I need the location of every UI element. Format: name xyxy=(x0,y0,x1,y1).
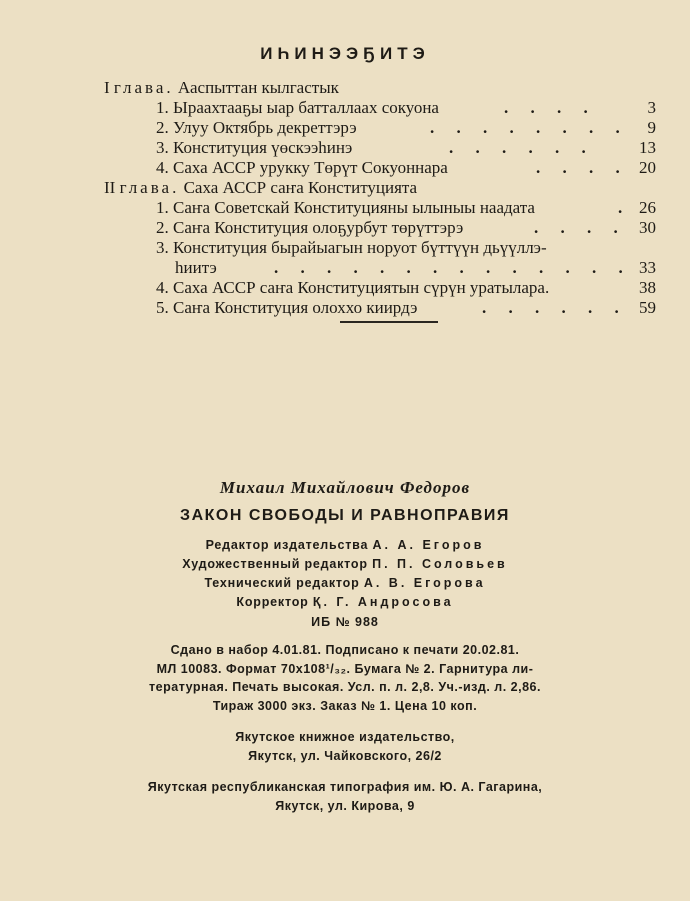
entry-number: 5. xyxy=(156,298,169,317)
entry-title: Ыраахтааҕы ыар батталлаах сокуона xyxy=(173,98,439,117)
credit-line xyxy=(0,593,690,612)
entry-page: 59 xyxy=(639,298,656,317)
credit-name: А. А. Егоров xyxy=(372,538,485,552)
toc-title: ИҺИНЭЭҔИТЭ xyxy=(260,44,430,63)
author-name: Михаил Михайлович Федоров xyxy=(219,478,471,497)
entry-title: Саҥа Конституция олоҕурбут төрүттэрэ xyxy=(173,218,464,237)
address-line: Якутская республиканская типография им. Ю. А. Гагарина, xyxy=(147,780,543,794)
book-title: ЗАКОН СВОБОДЫ И РАВНОПРАВИЯ xyxy=(180,507,510,524)
spec-line: Сдано в набор 4.01.81. Подписано к печати 20.02.81. xyxy=(170,643,520,657)
entry-title: Конституция бырайыагын норуот бүттүүн дьүүллэ- xyxy=(173,238,547,257)
entry-title: Саҥа Советскай Конституцияны ылыныы наадата xyxy=(173,198,535,217)
entry-number: 2. xyxy=(156,118,169,137)
credits-block xyxy=(0,536,690,612)
chapter-title: Саха АССР саҥа Конституцията xyxy=(183,178,418,197)
toc-entry xyxy=(104,198,656,218)
toc-entry xyxy=(104,138,656,158)
toc-entry xyxy=(104,98,656,118)
chapter-number: II xyxy=(104,178,116,197)
spec-line: тературная. Печать высокая. Усл. п. л. 2,8. Уч.-изд. л. 2,86. xyxy=(149,680,541,694)
credit-line xyxy=(0,536,690,555)
address-line: Якутск, ул. Чайковского, 26/2 xyxy=(248,748,442,763)
chapter-heading xyxy=(104,78,656,98)
printer-address xyxy=(0,778,690,816)
toc-entry-continuation xyxy=(104,258,656,278)
entry-page: 26 xyxy=(639,198,656,217)
entry-page: 20 xyxy=(639,158,656,177)
entry-number: 2. xyxy=(156,218,169,237)
toc-entry xyxy=(104,158,656,178)
dot-leader: . . . . . . . . xyxy=(430,118,629,137)
toc-entry xyxy=(104,278,656,298)
credit-name: А. В. Егорова xyxy=(363,576,486,590)
dot-leader: . . . . xyxy=(534,218,627,237)
entry-page: 3 xyxy=(647,98,656,117)
entry-page: 30 xyxy=(639,218,656,237)
dot-leader: . . . . xyxy=(504,98,597,117)
spec-line: Тираж 3000 экз. Заказ № 1. Цена 10 коп. xyxy=(212,698,478,713)
chapter-heading xyxy=(104,178,656,198)
dot-leader: . xyxy=(618,198,632,217)
address-line: Якутск, ул. Кирова, 9 xyxy=(275,799,415,813)
entry-number: 3. xyxy=(156,138,169,157)
entry-title: Саха АССР саҥа Конституциятын сүрүн уратылара. xyxy=(173,278,550,297)
credit-line xyxy=(0,555,690,574)
entry-number: 4. xyxy=(156,158,169,177)
entry-page: 38 xyxy=(639,278,656,297)
credit-role: Художественный редактор xyxy=(182,557,368,571)
entry-title: һиитэ xyxy=(175,258,217,277)
dot-leader: . . . . . . xyxy=(449,138,595,157)
dot-leader: . . . . xyxy=(536,158,629,177)
credit-line xyxy=(0,574,690,593)
entry-page: 13 xyxy=(639,138,656,157)
toc-entry xyxy=(104,298,656,318)
entry-title: Улуу Октябрь декреттэрэ xyxy=(173,118,357,137)
entry-page: 33 xyxy=(639,258,656,277)
section-divider xyxy=(340,321,438,323)
entry-title: Саха АССР урукку Төрүт Сокуоннара xyxy=(173,158,448,177)
entry-number: 1. xyxy=(156,198,169,217)
address-line: Якутское книжное издательство, xyxy=(235,730,455,744)
toc-entry xyxy=(104,238,656,258)
print-specs xyxy=(0,641,690,715)
entry-number: 3. xyxy=(156,238,169,257)
credit-role: Корректор xyxy=(236,595,309,609)
table-of-contents xyxy=(104,78,656,318)
chapter-word: глава. xyxy=(119,178,180,197)
credit-role: Технический редактор xyxy=(204,576,360,590)
publisher-address xyxy=(0,728,690,765)
entry-title: Конституция үөскээһинэ xyxy=(173,138,353,157)
entry-title: Саҥа Конституция олоххо киирдэ xyxy=(173,298,418,317)
entry-page: 9 xyxy=(647,118,656,137)
toc-entry xyxy=(104,218,656,238)
chapter-word: глава. xyxy=(113,78,174,97)
credit-role: Редактор издательства xyxy=(205,538,369,552)
ib-number: ИБ № 988 xyxy=(311,615,379,629)
chapter-title: Ааспыттан кылгастык xyxy=(177,78,339,97)
chapter-number: I xyxy=(104,78,110,97)
toc-entry xyxy=(104,118,656,138)
entry-number: 1. xyxy=(156,98,169,117)
entry-number: 4. xyxy=(156,278,169,297)
credit-name: П. П. Соловьев xyxy=(372,557,508,571)
dot-leader: . . . . . . . . . . . . . . xyxy=(274,258,632,277)
dot-leader: . . . . . . xyxy=(482,298,628,317)
credit-name: Қ. Г. Андросова xyxy=(312,595,454,609)
spec-line: МЛ 10083. Формат 70х108¹/₃₂. Бумага № 2. Гарнитура ли- xyxy=(156,661,534,676)
